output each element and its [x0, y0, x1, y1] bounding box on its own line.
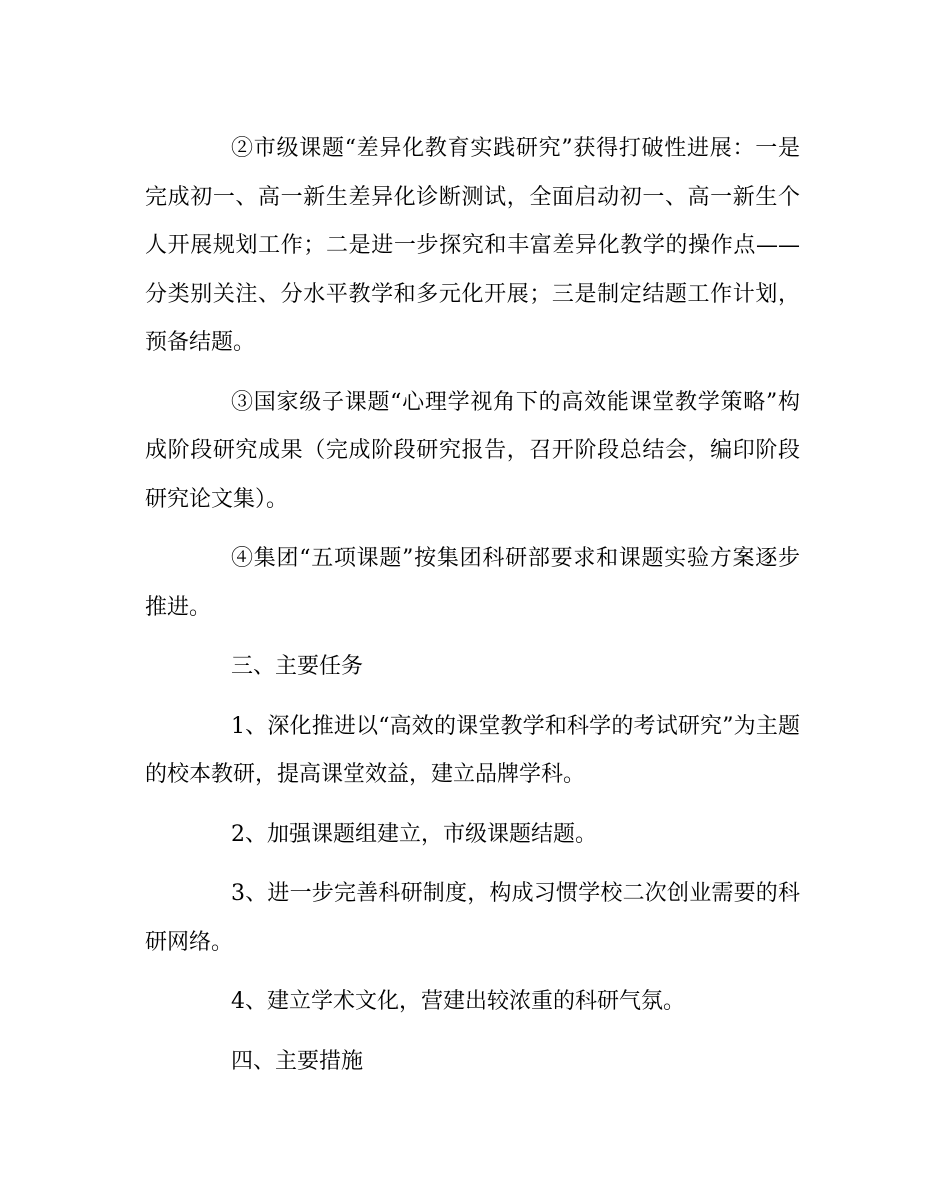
task-item-2: 2、加强课题组建立，市级课题结题。	[231, 821, 597, 847]
section-heading-main-tasks: 三、主要任务	[231, 654, 364, 679]
document-body	[145, 125, 800, 1097]
paragraph-group-projects: ④集团“五项课题”按集团科研部要求和课题实验方案逐步推进。	[145, 546, 800, 620]
task-item-3: 3、进一步完善科研制度，构成习惯学校二次创业需要的科研网络。	[145, 881, 800, 955]
task-item-1: 1、深化推进以“高效的课堂教学和科学的考试研究”为主题的校本教研，提高课堂效益，建立品牌学科。	[145, 713, 800, 787]
paragraph-national-project: ③国家级子课题“心理学视角下的高效能课堂教学策略”构成阶段研究成果（完成阶段研究报告，召开阶段总结会，编印阶段研究论文集）。	[145, 389, 800, 512]
task-item-4: 4、建立学术文化，营建出较浓重的科研气氛。	[231, 989, 685, 1014]
section-heading-main-measures: 四、主要措施	[231, 1048, 364, 1074]
paragraph-city-project: ②市级课题“差异化教育实践研究”获得打破性进展：一是完成初一、高一新生差异化诊断测试，全面启动初一、高一新生个人开展规划工作；二是进一步探究和丰富差异化教学的操作点——分类别关注、分水平教学和多元化开展；三是制定结题工作计划，预备结题。	[145, 136, 800, 355]
